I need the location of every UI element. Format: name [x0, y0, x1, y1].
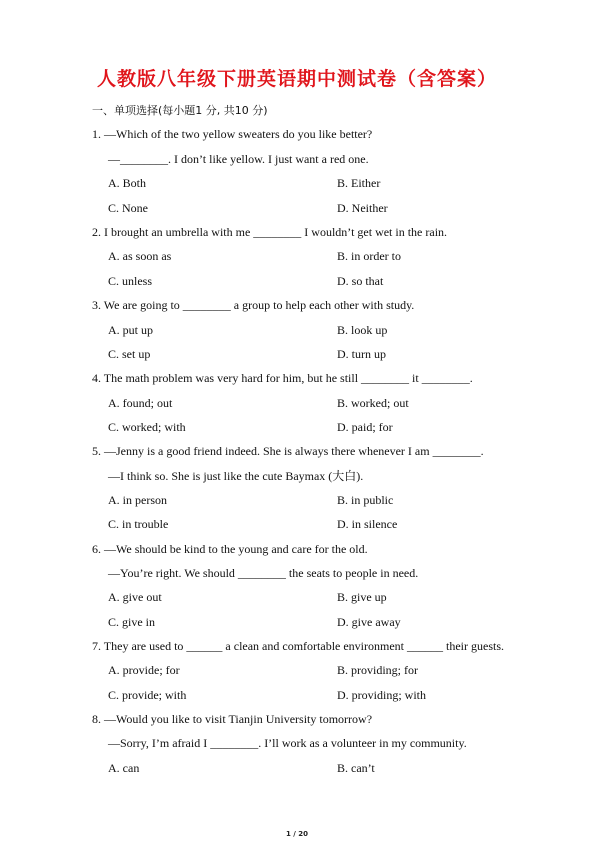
page-number: 1 / 20: [285, 830, 309, 838]
option-a: A. provide; for: [108, 663, 180, 677]
option-c: C. give in: [108, 615, 155, 629]
option-b: B. look up: [337, 323, 388, 337]
question-stem: 1. —Which of the two yellow sweaters do you like better?: [92, 127, 373, 141]
option-b: B. give up: [337, 590, 387, 604]
option-d: D. give away: [337, 615, 401, 629]
option-b: B. providing; for: [337, 663, 418, 677]
option-c: C. worked; with: [108, 420, 186, 434]
question-sub: —I think so. She is just like the cute Baymax (大白).: [108, 469, 364, 483]
option-d: D. providing; with: [337, 688, 426, 702]
option-b: B. in order to: [337, 249, 401, 263]
question-stem: 2. I brought an umbrella with me ________ I wouldn’t get wet in the rain.: [92, 225, 448, 239]
question-stem: 3. We are going to ________ a group to help each other with study.: [92, 298, 415, 312]
option-c: C. unless: [108, 274, 153, 288]
option-b: B. Either: [337, 176, 381, 190]
option-d: D. in silence: [337, 517, 398, 531]
option-c: C. set up: [108, 347, 151, 361]
option-a: A. Both: [108, 176, 147, 190]
option-d: D. paid; for: [337, 420, 393, 434]
option-b: B. in public: [337, 493, 394, 507]
question-stem: 8. —Would you like to visit Tianjin University tomorrow?: [92, 712, 373, 726]
option-a: A. put up: [108, 323, 153, 337]
option-a: A. can: [108, 761, 140, 775]
document-title: 人教版八年级下册英语期中测试卷（含答案）: [96, 68, 497, 90]
option-a: A. give out: [108, 590, 162, 604]
option-a: A. in person: [108, 493, 167, 507]
option-a: A. as soon as: [108, 249, 172, 263]
option-c: C. provide; with: [108, 688, 187, 702]
option-c: C. None: [108, 201, 148, 215]
option-a: A. found; out: [108, 396, 173, 410]
question-stem: 7. They are used to ______ a clean and comfortable environment ______ their guests.: [92, 639, 504, 653]
question-sub: —________. I don’t like yellow. I just want a red one.: [108, 152, 369, 166]
option-c: C. in trouble: [108, 517, 169, 531]
option-d: D. Neither: [337, 201, 388, 215]
option-d: D. turn up: [337, 347, 386, 361]
question-stem: 4. The math problem was very hard for him, but he still ________ it ________.: [92, 371, 473, 385]
question-sub: —Sorry, I’m afraid I ________. I’ll work as a volunteer in my community.: [108, 736, 467, 750]
section-heading: 一、单项选择(每小题1 分, 共10 分): [92, 104, 268, 117]
option-d: D. so that: [337, 274, 384, 288]
option-b: B. can’t: [337, 761, 375, 775]
question-stem: 5. —Jenny is a good friend indeed. She is always there whenever I am ________.: [92, 444, 484, 458]
option-b: B. worked; out: [337, 396, 409, 410]
question-sub: —You’re right. We should ________ the seats to people in need.: [108, 566, 419, 580]
question-stem: 6. —We should be kind to the young and care for the old.: [92, 542, 368, 556]
